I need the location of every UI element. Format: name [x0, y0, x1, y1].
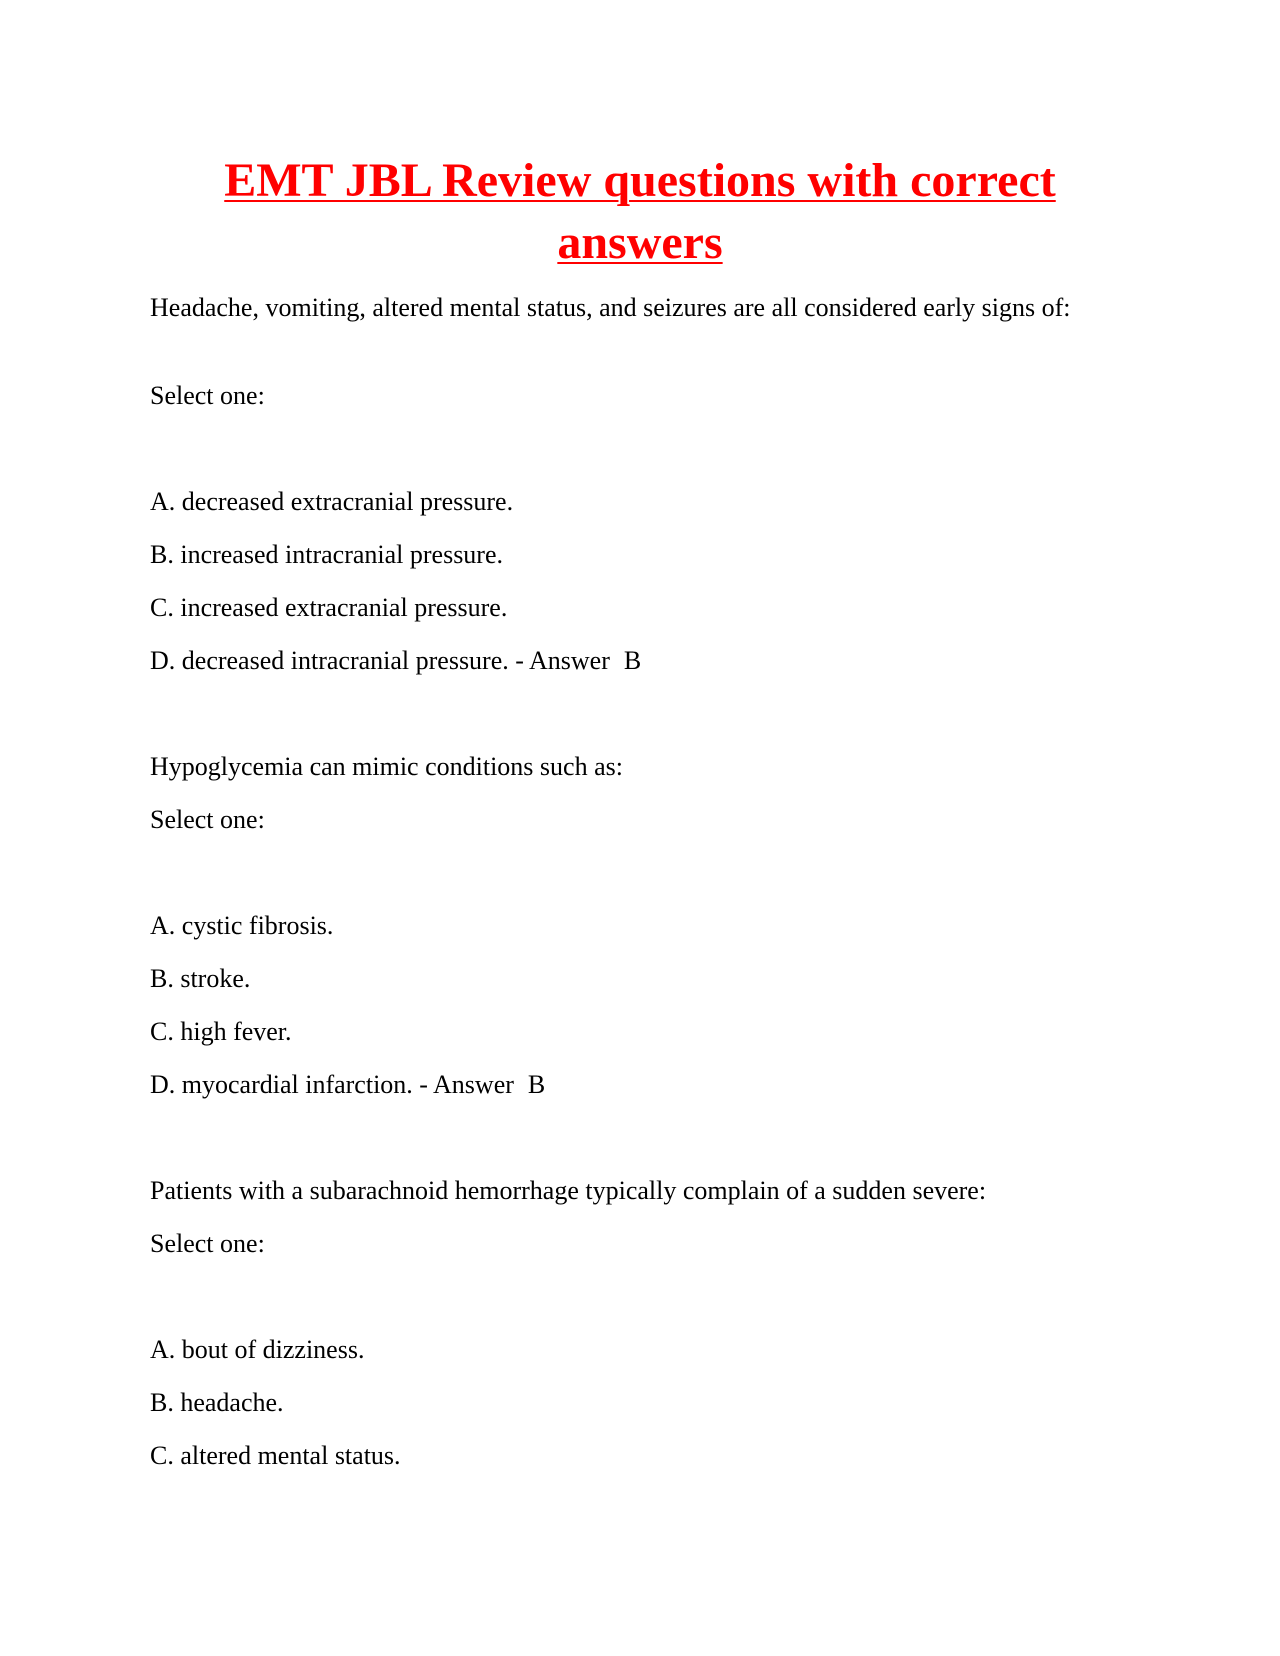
question-1-option-d: [150, 643, 641, 679]
question-2-select-label: Select one:: [150, 805, 265, 834]
question-3-option-c: C. altered mental status.: [150, 1441, 401, 1470]
question-3-select-label: Select one:: [150, 1229, 265, 1258]
question-3-option-a: A. bout of dizziness.: [150, 1335, 365, 1364]
question-2-option-d: [150, 1067, 545, 1103]
document-title: EMT JBL Review questions with correct answers: [224, 154, 1056, 269]
question-1-option-d-text: D. decreased intracranial pressure. - Answer: [150, 646, 610, 675]
question-1-option-c: C. increased extracranial pressure.: [150, 593, 508, 622]
question-2-option-b: B. stroke.: [150, 964, 251, 993]
question-2-option-c: C. high fever.: [150, 1017, 292, 1046]
question-2-option-d-text: D. myocardial infarction. - Answer: [150, 1070, 514, 1099]
question-3-prompt: Patients with a subarachnoid hemorrhage typically complain of a sudden severe:: [150, 1176, 987, 1205]
question-1-select-label: Select one:: [150, 381, 265, 410]
question-1-answer: B: [623, 646, 642, 675]
question-2-option-a: A. cystic fibrosis.: [150, 911, 334, 940]
question-2-answer: B: [527, 1070, 546, 1099]
question-1-option-a: A. decreased extracranial pressure.: [150, 487, 514, 516]
question-1-option-b: B. increased intracranial pressure.: [150, 540, 504, 569]
question-2-prompt: Hypoglycemia can mimic conditions such as:: [150, 752, 623, 781]
question-3-option-b: B. headache.: [150, 1388, 284, 1417]
question-1-prompt: Headache, vomiting, altered mental status, and seizures are all considered early signs of:: [150, 293, 1071, 322]
